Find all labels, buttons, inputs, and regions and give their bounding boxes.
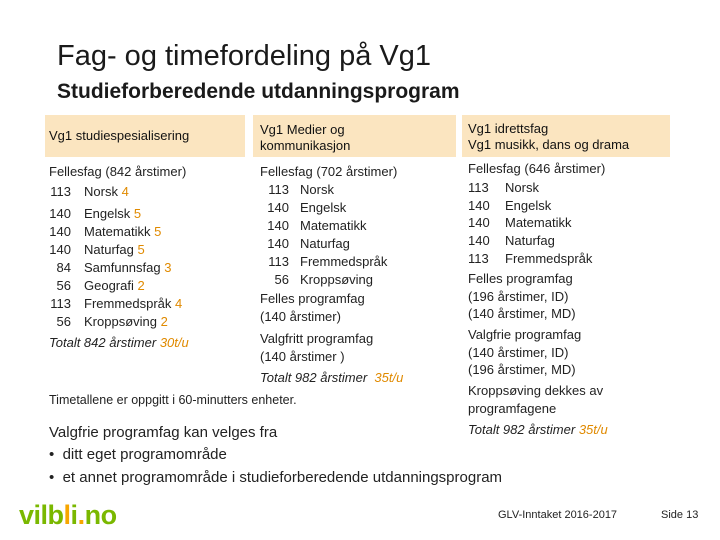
subject-label: Norsk: [300, 182, 334, 197]
col1-header-label: Vg1 studiespesialisering: [49, 128, 190, 143]
subject-hours: 113: [50, 184, 71, 199]
bullet-text-1: ditt eget programområde: [62, 446, 227, 463]
subject-row: [49, 260, 249, 277]
subject-hours: 56: [274, 272, 289, 287]
subject-hours: 140: [267, 200, 289, 215]
subject-hours: 140: [49, 206, 71, 221]
subject-label: Kroppsøving: [84, 314, 157, 329]
col3-felles-programfag-line1: Felles programfag: [468, 271, 573, 286]
col2-felles-programfag: [260, 290, 365, 325]
subject-hours: 56: [56, 314, 71, 329]
col1-header: [45, 115, 245, 157]
subject-label: Kroppsøving: [300, 272, 373, 287]
col2-total-text: Totalt 982 årstimer: [260, 370, 368, 385]
col3-header-line1: Vg1 idrettsfag: [468, 121, 549, 136]
subject-label: Engelsk: [505, 198, 552, 213]
subject-hours: 140: [468, 215, 490, 230]
subject-code: 2: [137, 278, 145, 293]
subject-label: Matematikk: [300, 218, 367, 233]
subject-code: 4: [175, 296, 183, 311]
subject-row: [49, 296, 249, 313]
subject-label: Fremmedspråk: [505, 251, 593, 266]
subject-row: [468, 251, 668, 268]
subject-name: [505, 215, 571, 230]
vilbli-logo: vilbli.no: [19, 500, 117, 530]
subject-name: [300, 272, 373, 287]
subject-name: [84, 278, 145, 293]
col2-header: [253, 115, 456, 157]
col3-valgfrie-line2: (140 årstimer, ID): [468, 344, 569, 360]
col3-felles-programfag-line2: (196 årstimer, ID): [468, 288, 569, 304]
col2-valgfritt-line2: (140 årstimer ): [260, 348, 345, 364]
subject-hours: 84: [56, 260, 71, 275]
subject-label: Naturfag: [300, 236, 350, 251]
subject-hours: 140: [49, 242, 71, 257]
subject-row: [468, 198, 668, 215]
subject-label: Norsk: [84, 184, 118, 199]
subject-hours: 113: [468, 251, 489, 266]
bullet-dot: •: [49, 469, 63, 486]
subject-name: [505, 180, 539, 195]
subject-label: Engelsk: [84, 206, 131, 221]
col2-felles-programfag-line1: Felles programfag: [260, 291, 365, 306]
bullet-text-2: et annet programområde i studieforberedende utdanningsprogram: [62, 469, 503, 486]
col2-valgfritt-line1: Valgfritt programfag: [260, 331, 374, 346]
col1-fellesfag-label: Fellesfag (842 årstimer): [49, 164, 187, 179]
col2-valgfritt-programfag: [260, 330, 373, 365]
hours-note: Timetallene er oppgitt i 60-minutters enheter.: [49, 393, 297, 407]
subject-code: 5: [154, 224, 162, 239]
subject-name: [505, 198, 551, 213]
col3-total-code: 35t/u: [578, 422, 608, 437]
subject-row: [49, 314, 249, 331]
subject-row: [49, 278, 249, 295]
subject-row: [260, 236, 460, 253]
subject-row: [260, 182, 460, 199]
subject-hours: 140: [49, 224, 71, 239]
subject-name: [84, 224, 161, 239]
footer-page-number: Side 13: [661, 509, 699, 521]
subject-name: [505, 251, 592, 266]
subject-hours: 140: [468, 233, 490, 248]
page-subtitle: Studieforberedende utdanningsprogram: [57, 80, 460, 103]
subject-hours: 113: [268, 182, 289, 197]
subject-row: [468, 233, 668, 250]
subject-label: Norsk: [505, 180, 539, 195]
col1-total-code: 30t/u: [159, 335, 189, 350]
col3-fellesfag-label: Fellesfag (646 årstimer): [468, 161, 606, 176]
col3-valgfrie-line3: (196 årstimer, MD): [468, 362, 576, 377]
subject-name: [84, 260, 171, 275]
col3-total: [468, 421, 608, 439]
subject-name: [300, 254, 387, 269]
col1-total: [49, 334, 189, 352]
subject-code: 5: [133, 206, 142, 221]
subject-name: [300, 200, 346, 215]
col1-total-text: Totalt 842 årstimer: [49, 335, 157, 350]
subject-name: [84, 184, 129, 199]
page-title: Fag- og timefordeling på Vg1: [57, 40, 431, 72]
subject-row: [260, 254, 460, 271]
subject-label: Geografi: [84, 278, 134, 293]
subject-hours: 140: [267, 218, 289, 233]
bullet-item: [49, 446, 227, 463]
subject-name: [300, 236, 350, 251]
col3-felles-programfag: [468, 270, 576, 323]
footer-left: GLV-Inntaket 2016-2017: [498, 509, 618, 521]
bullet-item: [49, 469, 502, 486]
subject-hours: 140: [267, 236, 289, 251]
col3-valgfrie-line1: Valgfrie programfag: [468, 327, 582, 342]
col3-kropp-line1: Kroppsøving dekkes av: [468, 383, 604, 398]
subject-row: [260, 272, 460, 289]
subject-name: [84, 314, 168, 329]
col3-felles-programfag-line3: (140 årstimer, MD): [468, 306, 576, 321]
subject-label: Samfunnsfag: [84, 260, 161, 275]
subject-label: Engelsk: [300, 200, 347, 215]
subject-label: Fremmedspråk: [84, 296, 172, 311]
col3-header-line2: Vg1 musikk, dans og drama: [468, 137, 630, 152]
subject-code: 2: [160, 314, 168, 329]
subject-row: [260, 218, 460, 235]
col3-kroppsoving-note: [468, 382, 603, 417]
subject-row: [49, 224, 249, 241]
subject-row: [260, 200, 460, 217]
subject-name: [84, 242, 145, 257]
bullet-dot: •: [49, 446, 63, 463]
subject-name: [505, 233, 555, 248]
subject-name: [84, 296, 182, 311]
subject-name: [300, 182, 334, 197]
subject-label: Naturfag: [84, 242, 134, 257]
col3-valgfrie-programfag: [468, 326, 581, 379]
subject-row: [49, 206, 249, 223]
subject-name: [300, 218, 366, 233]
subject-label: Matematikk: [84, 224, 151, 239]
subject-row: [468, 180, 668, 197]
subject-code: 5: [137, 242, 145, 257]
col2-fellesfag-label: Fellesfag (702 årstimer): [260, 164, 398, 179]
col2-total-code: 35t/u: [374, 370, 404, 385]
col2-header-line1: Vg1 Medier og: [260, 122, 345, 137]
col3-kropp-line2: programfagene: [468, 400, 557, 416]
subject-row: [49, 184, 249, 201]
subject-hours: 113: [468, 180, 489, 195]
subject-hours: 113: [50, 296, 71, 311]
subject-hours: 140: [468, 198, 490, 213]
subject-row: [468, 215, 668, 232]
subject-hours: 113: [268, 254, 289, 269]
subject-row: [49, 242, 249, 259]
col2-header-line2: kommunikasjon: [260, 138, 351, 153]
col2-felles-programfag-line2: (140 årstimer): [260, 308, 341, 324]
subject-hours: 56: [56, 278, 71, 293]
col3-header: [462, 115, 670, 157]
subject-code: 4: [121, 184, 129, 199]
col2-total: [260, 369, 403, 387]
subject-label: Fremmedspråk: [300, 254, 388, 269]
col3-total-text: Totalt 982 årstimer: [468, 422, 576, 437]
subject-label: Matematikk: [505, 215, 572, 230]
valgfrie-heading: Valgfrie programfag kan velges fra: [49, 424, 278, 441]
subject-name: [84, 206, 141, 221]
subject-code: 3: [164, 260, 172, 275]
subject-label: Naturfag: [505, 233, 555, 248]
